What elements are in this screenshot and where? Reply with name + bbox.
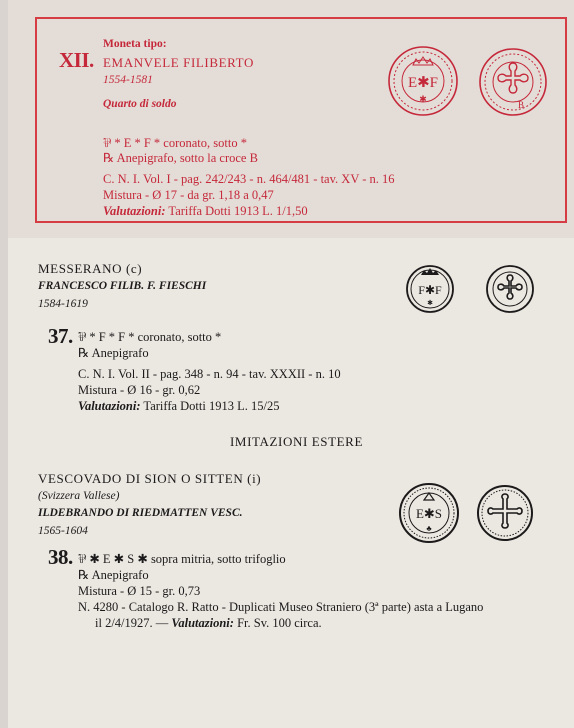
- binding-edge: [0, 0, 8, 728]
- messerano-metal: Mistura - Ø 16 - gr. 0,62: [78, 383, 201, 397]
- coin-reverse-sion: [474, 482, 536, 544]
- metal-info: Mistura - Ø 17 - da gr. 1,18 a 0,47: [103, 188, 274, 202]
- valuation-label: Valutazioni:: [103, 204, 166, 218]
- messerano-dates: 1584-1619: [38, 298, 88, 310]
- sion-reference: N. 4280 - Catalogo R. Ratto - Duplicati Museo Straniero (3ª parte) asta a Lugano: [78, 600, 484, 614]
- obverse-desc: ⅌ * E * F * coronato, sotto *: [103, 136, 247, 150]
- entry-number-38: 38.: [48, 545, 73, 569]
- svg-text:E✱F: E✱F: [407, 75, 439, 91]
- coin-reverse-messerano: [484, 263, 536, 315]
- entry-number-37: 37.: [48, 324, 73, 348]
- sion-title: VESCOVADO DI SION O SITTEN (i): [38, 471, 262, 486]
- valuation-text: Fr. Sv. 100 circa.: [233, 616, 322, 630]
- section-xii-box: [35, 17, 567, 223]
- sion-dates: 1565-1604: [38, 525, 88, 537]
- section-number: XII.: [59, 48, 94, 72]
- ruler-name: EMANVELE FILIBERTO: [103, 55, 254, 70]
- coin-obverse-sion: [396, 480, 462, 546]
- type-label: Moneta tipo:: [103, 38, 167, 50]
- valuation-text: Tariffa Dotti 1913 L. 1/1,50: [165, 204, 308, 218]
- sion-subtitle: (Svizzera Vallese): [38, 490, 120, 502]
- coin-obverse-red: [386, 44, 460, 118]
- denomination: Quarto di soldo: [103, 98, 177, 110]
- svg-text:E✱S: E✱S: [415, 506, 443, 521]
- sion-reverse: ℞ Anepigrafo: [78, 568, 149, 582]
- messerano-title: MESSERANO (c): [38, 261, 143, 276]
- valuation-text: Tariffa Dotti 1913 L. 15/25: [140, 399, 280, 413]
- messerano-reverse: ℞ Anepigrafo: [78, 346, 149, 360]
- cni-reference: C. N. I. Vol. I - pag. 242/243 - n. 464/481 - tav. XV - n. 16: [103, 172, 395, 186]
- svg-text:B: B: [517, 100, 525, 110]
- coin-reverse-red: [477, 46, 549, 118]
- valuation-label: Valutazioni:: [171, 616, 234, 630]
- sion-ruler: ILDEBRANDO DI RIEDMATTEN VESC.: [38, 507, 243, 519]
- valuation-label: Valutazioni:: [78, 399, 141, 413]
- svg-text:✱: ✱: [427, 299, 433, 307]
- imitazioni-heading: IMITAZIONI ESTERE: [230, 434, 363, 449]
- sion-obverse: ⅌ ✱ E ✱ S ✱ sopra mitria, sotto trifoglio: [78, 552, 286, 566]
- messerano-valuation: [78, 399, 279, 414]
- reference-date-text: il 2/4/1927. —: [95, 616, 172, 630]
- sion-reference-date: [95, 616, 322, 631]
- valuation: [103, 204, 308, 219]
- sion-metal: Mistura - Ø 15 - gr. 0,73: [78, 584, 201, 598]
- messerano-ruler: FRANCESCO FILIB. F. FIESCHI: [38, 280, 207, 292]
- svg-text:✱: ✱: [419, 94, 427, 104]
- reverse-desc: ℞ Anepigrafo, sotto la croce B: [103, 151, 258, 165]
- svg-text:F✱F: F✱F: [418, 283, 442, 297]
- messerano-obverse: ⅌ * F * F * coronato, sotto *: [78, 330, 222, 344]
- ruler-dates: 1554-1581: [103, 74, 153, 86]
- svg-text:♣: ♣: [426, 524, 432, 533]
- messerano-cni: C. N. I. Vol. II - pag. 348 - n. 94 - tav. XXXII - n. 10: [78, 367, 341, 381]
- coin-obverse-messerano: [404, 263, 456, 315]
